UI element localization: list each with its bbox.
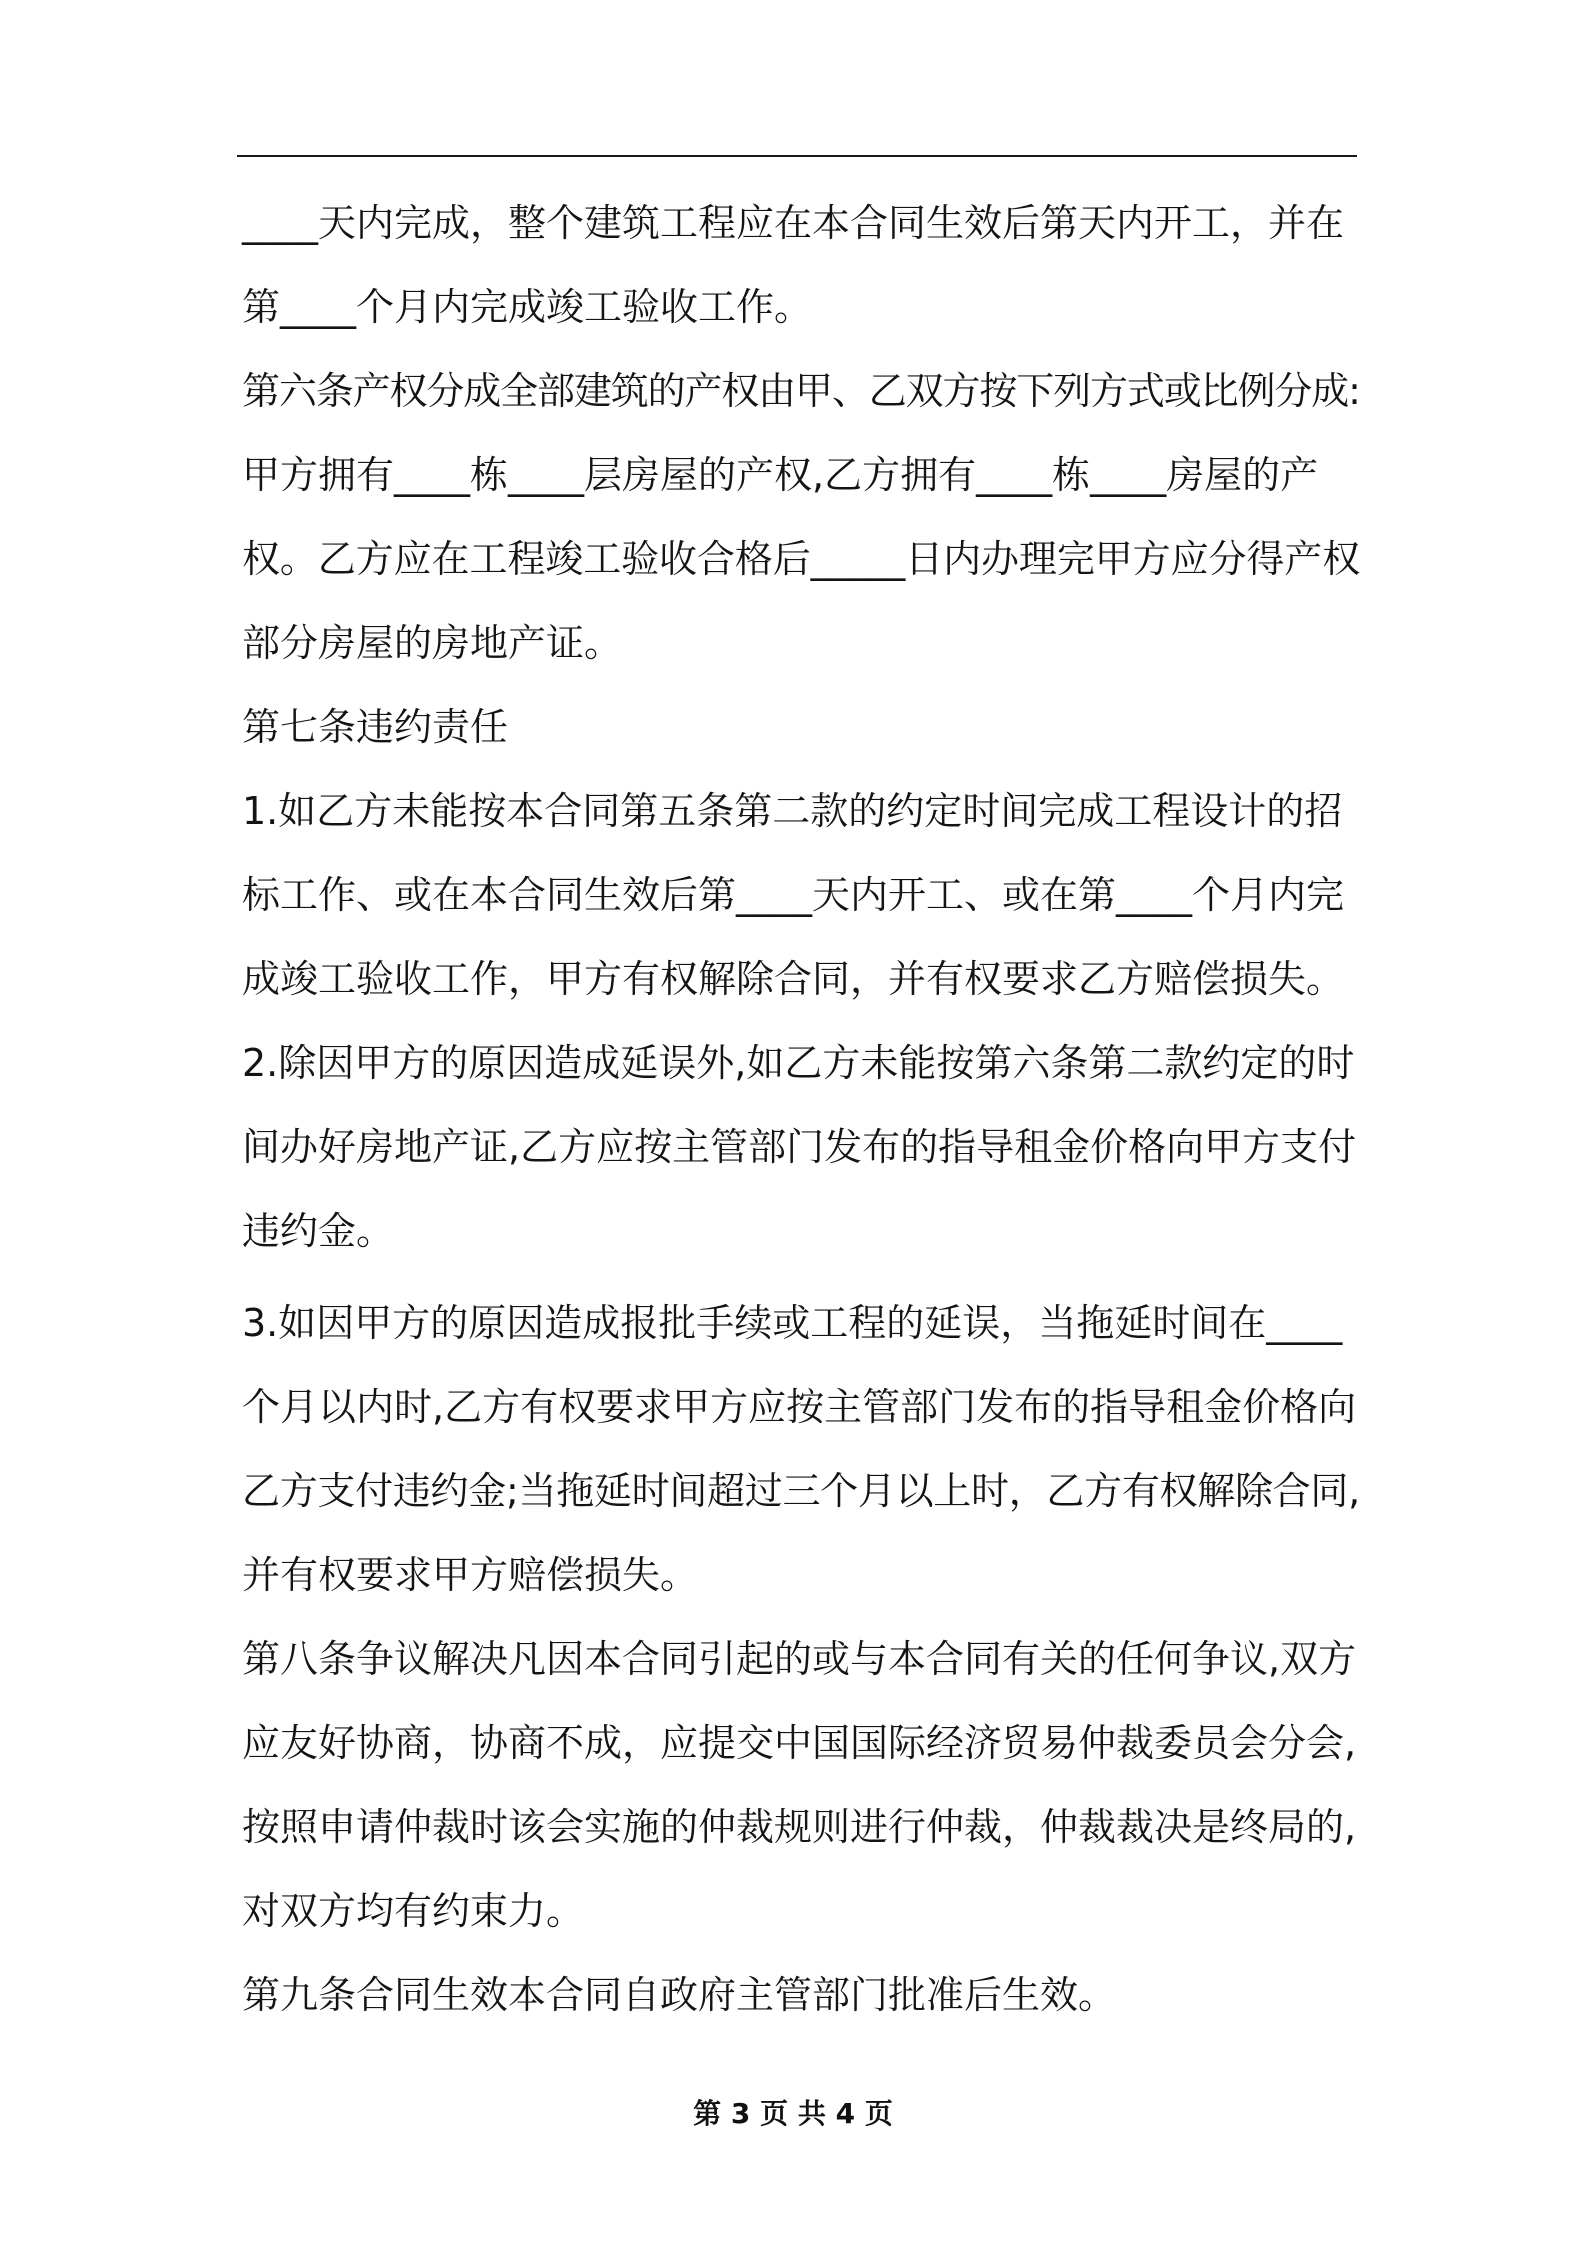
text-line: 甲方拥有____栋____层房屋的产权,乙方拥有____栋____房屋的产 (242, 453, 1319, 497)
text-line: 应友好协商，协商不成，应提交中国国际经济贸易仲裁委员会分会, (242, 1721, 1357, 1765)
header-divider (237, 155, 1357, 157)
text-line: 违约金。 (242, 1209, 395, 1253)
text-line: 并有权要求甲方赔偿损失。 (242, 1553, 699, 1597)
text-line: 成竣工验收工作，甲方有权解除合同，并有权要求乙方赔偿损失。 (242, 957, 1345, 1001)
text-line: 按照申请仲裁时该会实施的仲裁规则进行仲裁，仲裁裁决是终局的, (242, 1805, 1357, 1849)
text-line: 部分房屋的房地产证。 (242, 621, 623, 665)
text-line: 第八条争议解决凡因本合同引起的或与本合同有关的任何争议,双方 (242, 1637, 1357, 1681)
text-line: 标工作、或在本合同生效后第____天内开工、或在第____个月内完 (242, 873, 1345, 917)
text-line: 2.除因甲方的原因造成延误外,如乙方未能按第六条第二款约定的时 (242, 1041, 1355, 1085)
text-line: 1.如乙方未能按本合同第五条第二款的约定时间完成工程设计的招 (242, 789, 1343, 833)
text-line: 第六条产权分成全部建筑的产权由甲、乙双方按下列方式或比例分成: (242, 369, 1360, 413)
text-line: 间办好房地产证,乙方应按主管部门发布的指导租金价格向甲方支付 (242, 1125, 1357, 1169)
text-line: 个月以内时,乙方有权要求甲方应按主管部门发布的指导租金价格向 (242, 1385, 1357, 1429)
section-heading: 第七条违约责任 (242, 705, 509, 749)
text-line: 乙方支付违约金;当拖延时间超过三个月以上时，乙方有权解除合同, (242, 1469, 1360, 1513)
page-number: 第 3 页 共 4 页 (693, 2097, 893, 2130)
text-line: ____天内完成，整个建筑工程应在本合同生效后第天内开工，并在 (242, 201, 1345, 245)
text-line: 权。乙方应在工程竣工验收合格后_____日内办理完甲方应分得产权 (242, 537, 1361, 581)
text-line: 第九条合同生效本合同自政府主管部门批准后生效。 (242, 1973, 1117, 2017)
text-line: 3.如因甲方的原因造成报批手续或工程的延误，当拖延时间在____ (242, 1301, 1343, 1345)
text-line: 第____个月内完成竣工验收工作。 (242, 285, 813, 329)
text-line: 对双方均有约束力。 (242, 1889, 585, 1933)
